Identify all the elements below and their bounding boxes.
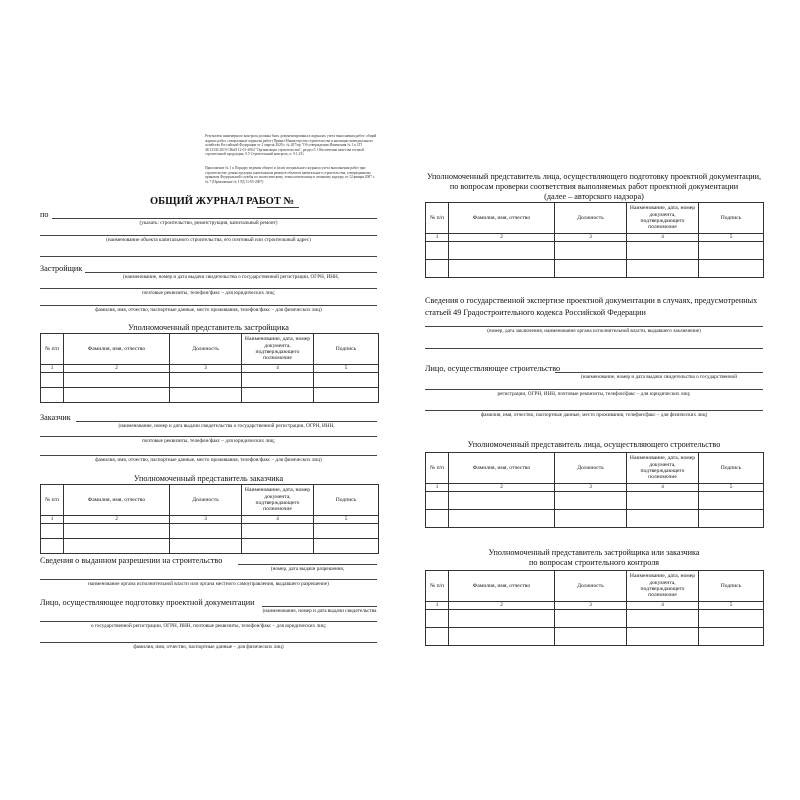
col-name: Фамилия, имя, отчество bbox=[64, 334, 170, 365]
developer-line-3[interactable] bbox=[40, 305, 377, 306]
col-number: 3 bbox=[555, 234, 627, 242]
col-number-row bbox=[426, 602, 764, 610]
developer-hint-3: фамилия, имя, отчество, паспортные данные, место проживания, телефон/факс – для физических лиц) bbox=[95, 307, 322, 313]
col-signature: Подпись bbox=[699, 453, 764, 484]
col-number: 3 bbox=[170, 516, 242, 524]
col-number: 5 bbox=[699, 484, 764, 492]
customer-line-2[interactable] bbox=[40, 436, 377, 437]
col-number: 1 bbox=[426, 484, 449, 492]
col-position: Должность bbox=[555, 453, 627, 484]
table-row bbox=[426, 242, 764, 260]
col-number: 1 bbox=[41, 516, 64, 524]
expertise-hint: (номер, дата заключения, наименование органа исполнительной власти, выдавшего заключение) bbox=[487, 328, 701, 334]
col-number: 4 bbox=[242, 516, 314, 524]
table-row bbox=[41, 373, 379, 388]
table5-title-1: Уполномоченный представитель застройщика или заказчика bbox=[488, 548, 700, 557]
col-name: Фамилия, имя, отчество bbox=[449, 203, 555, 234]
customer-hint-3: фамилия, имя, отчество, паспортные данные, место проживания, телефон/факс – для физических лиц) bbox=[95, 457, 322, 463]
col-number: 2 bbox=[449, 602, 555, 610]
developer-hint-1: (наименование, номер и дата выдачи свидетельства о государственной регистрации, ОГРН, ИНН, bbox=[122, 274, 340, 280]
table-row bbox=[426, 510, 764, 528]
col-name: Фамилия, имя, отчество bbox=[64, 485, 170, 516]
builder-line-2[interactable] bbox=[425, 389, 763, 390]
table2-title: Уполномоченный представитель заказчика bbox=[133, 474, 284, 483]
designer-label: Лицо, осуществляющее подготовку проектной документации bbox=[40, 598, 255, 607]
col-position: Должность bbox=[555, 571, 627, 602]
permit-hint-1: (номер, дата выдачи разрешения, bbox=[270, 566, 345, 572]
table-header-row bbox=[41, 334, 379, 365]
journal-number-line[interactable] bbox=[257, 207, 299, 208]
col-number: 3 bbox=[555, 602, 627, 610]
table-header-row bbox=[41, 485, 379, 516]
col-number: 1 bbox=[41, 365, 64, 373]
col-name: Фамилия, имя, отчество bbox=[449, 571, 555, 602]
col-number: 5 bbox=[314, 516, 379, 524]
col-number: 2 bbox=[449, 484, 555, 492]
col-number: 5 bbox=[314, 365, 379, 373]
builder-hint-1: (наименование, номер и дата выдачи свидетельства о государственной bbox=[581, 374, 737, 380]
table-header-row bbox=[426, 453, 764, 484]
table-row bbox=[41, 539, 379, 554]
builder-line-3[interactable] bbox=[425, 410, 763, 411]
col-number: 2 bbox=[64, 516, 170, 524]
table3-title-2: по вопросам проверки соответствия выполняемых работ проектной документации bbox=[449, 182, 739, 191]
table3-title-1: Уполномоченный представитель лица, осуществляющего подготовку проектной документации, bbox=[426, 172, 762, 181]
builder-hint-2: регистрации, ОГРН, ИНН, почтовые реквизиты, телефон/факс – для юридических лиц; bbox=[497, 391, 691, 397]
permit-label: Сведения о выданном разрешении на строительство bbox=[40, 556, 223, 565]
col-position: Должность bbox=[170, 334, 242, 365]
customer-rep-table bbox=[40, 484, 379, 554]
object-hint: (наименование объекта капитального строительства, его почтовый или строительный адрес) bbox=[106, 237, 311, 243]
table5-title-2: по вопросам строительного контроля bbox=[528, 558, 660, 567]
table-header-row bbox=[426, 571, 764, 602]
permit-hint-2: наименование органа исполнительной власти или органа местного самоуправления, выдавшего разрешение) bbox=[88, 581, 329, 587]
col-signature: Подпись bbox=[699, 571, 764, 602]
col-position: Должность bbox=[555, 203, 627, 234]
col-number: 5 bbox=[699, 602, 764, 610]
table-row bbox=[426, 628, 764, 646]
col-num: № п/п bbox=[426, 453, 449, 484]
expertise-text: Сведения о государственной экспертизе проектной документации в случаях, предусмотренных статьей 49 Градостроительного кодекса Российской Федерации bbox=[425, 296, 758, 317]
col-num: № п/п bbox=[426, 571, 449, 602]
table3-title-3: (далее – авторского надзора) bbox=[544, 192, 644, 201]
col-document: Наименование, дата, номер документа, подтверждающего полномочие bbox=[627, 453, 699, 484]
designer-hint-3: фамилия, имя, отчество, паспортные данные – для физических лиц) bbox=[133, 644, 284, 650]
table4-title: Уполномоченный представитель лица, осуществляющего строительство bbox=[467, 440, 721, 449]
builder-line[interactable] bbox=[555, 372, 763, 373]
col-position: Должность bbox=[170, 485, 242, 516]
developer-label: Застройщик bbox=[40, 264, 83, 273]
customer-label: Заказчик bbox=[40, 413, 71, 422]
col-document: Наименование, дата, номер документа, подтверждающего полномочие bbox=[627, 203, 699, 234]
col-number: 2 bbox=[64, 365, 170, 373]
customer-hint-2: почтовые реквизиты, телефон/факс – для юридических лиц; bbox=[142, 438, 275, 444]
col-signature: Подпись bbox=[314, 485, 379, 516]
table-row bbox=[426, 260, 764, 278]
designer-hint-2: о государственной регистрации, ОГРН, ИНН, почтовые реквизиты, телефон/факс – для юридических лиц; bbox=[90, 623, 327, 629]
journal-title: ОБЩИЙ ЖУРНАЛ РАБОТ № bbox=[150, 196, 295, 207]
col-number: 5 bbox=[699, 234, 764, 242]
col-number-row bbox=[41, 516, 379, 524]
customer-line[interactable] bbox=[76, 421, 377, 422]
work-type-line[interactable] bbox=[52, 218, 377, 219]
expertise-line[interactable] bbox=[425, 326, 763, 327]
developer-line[interactable] bbox=[85, 272, 377, 273]
col-signature: Подпись bbox=[699, 203, 764, 234]
designer-hint-1: (наименование, номер и дата выдачи свидетельства bbox=[262, 608, 377, 614]
col-name: Фамилия, имя, отчество bbox=[449, 453, 555, 484]
intro-note-1: Результаты инженерного контроля должны быть документированы в журналах учета выполнения работ: общий журнал работ, специальные журналы работ (Приказ Министерства строительства и жилищно-коммунального хозяйства Российской Федерации от 2 апреля 2020 г. № 207/пр "Об утверждении Изменения № 1 к СП 48.13330.2019 СНиП 12-01-2004 "Организация строительства"; раздел 9. Обеспечение качества готовой строительной продукции, 9.5 Строительный контроль, п. 9.1.23) bbox=[205, 134, 377, 157]
object-line[interactable] bbox=[40, 235, 377, 236]
col-number: 1 bbox=[426, 234, 449, 242]
col-num: № п/п bbox=[41, 485, 64, 516]
builder-label: Лицо, осуществляющее строительство bbox=[425, 364, 561, 373]
designer-line-3[interactable] bbox=[40, 642, 377, 643]
permit-line[interactable] bbox=[238, 564, 377, 565]
col-num: № п/п bbox=[426, 203, 449, 234]
col-number-row bbox=[426, 484, 764, 492]
builder-rep-table bbox=[425, 452, 764, 528]
builder-hint-3: фамилия, имя, отчество, паспортные данные, место проживания, телефон/факс – для физических лиц) bbox=[480, 412, 708, 418]
table-row bbox=[426, 492, 764, 510]
col-document: Наименование, дата, номер документа, подтверждающего полномочие bbox=[242, 485, 314, 516]
col-number: 4 bbox=[627, 234, 699, 242]
developer-rep-table bbox=[40, 333, 379, 403]
table1-title: Уполномоченный представитель застройщика bbox=[128, 323, 289, 332]
customer-hint-1: (наименование, номер и дата выдачи свидетельства о государственной регистрации, ОГРН, ИНН, bbox=[118, 423, 335, 429]
table-header-row bbox=[426, 203, 764, 234]
col-number: 4 bbox=[627, 602, 699, 610]
object-line-2[interactable] bbox=[40, 256, 377, 257]
table-row bbox=[426, 610, 764, 628]
col-number: 1 bbox=[426, 602, 449, 610]
po-label: по bbox=[40, 210, 49, 219]
col-number-row bbox=[41, 365, 379, 373]
designer-line-2[interactable] bbox=[40, 621, 377, 622]
col-document: Наименование, дата, номер документа, подтверждающего полномочие bbox=[627, 571, 699, 602]
col-document: Наименование, дата, номер документа, подтверждающего полномочие bbox=[242, 334, 314, 365]
col-num: № п/п bbox=[41, 334, 64, 365]
construction-control-table bbox=[425, 570, 764, 646]
intro-note-2: Приложение № 1 к Порядку ведения общего и (или) специального журнала учета выполнения работ при строительстве, реконструкции, капитальном ремонте объектов капитального строительства, утвержденному приказом Федеральной службы по экологическому, технологическому и атомному надзору от 12 января 2007 г. № 7 (Приложение № 1 РД 11-05-2007) bbox=[205, 166, 375, 184]
developer-hint-2: почтовые реквизиты, телефон/факс – для юридических лиц; bbox=[142, 290, 275, 296]
col-signature: Подпись bbox=[314, 334, 379, 365]
author-supervision-table bbox=[425, 202, 764, 278]
col-number: 2 bbox=[449, 234, 555, 242]
col-number: 3 bbox=[170, 365, 242, 373]
expertise-line-2[interactable] bbox=[425, 348, 763, 349]
col-number-row bbox=[426, 234, 764, 242]
permit-line-2[interactable] bbox=[40, 579, 377, 580]
customer-line-3[interactable] bbox=[40, 455, 377, 456]
work-type-hint: (указать: строительство, реконструкция, капитальный ремонт) bbox=[139, 220, 278, 226]
table-row bbox=[41, 388, 379, 403]
designer-line[interactable] bbox=[262, 606, 377, 607]
developer-line-2[interactable] bbox=[40, 288, 377, 289]
col-number: 4 bbox=[242, 365, 314, 373]
table-row bbox=[41, 524, 379, 539]
col-number: 4 bbox=[627, 484, 699, 492]
col-number: 3 bbox=[555, 484, 627, 492]
